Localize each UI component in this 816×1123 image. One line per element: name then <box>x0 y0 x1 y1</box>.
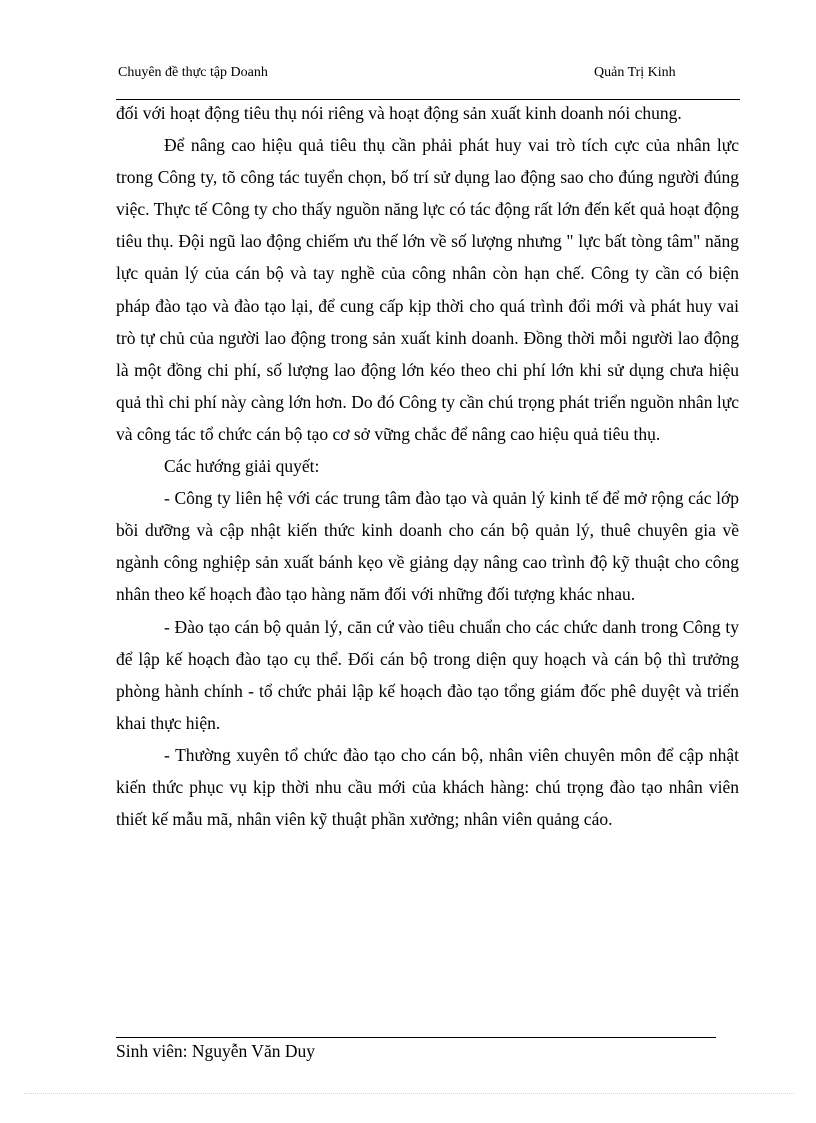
header-left-label: Chuyên đề thực tập Doanh <box>118 65 268 80</box>
paragraph-bullet: - Đào tạo cán bộ quản lý, căn cứ vào tiêu chuẩn cho các chức danh trong Công ty để lập kế hoạch đào tạo cụ thể. Đối cán bộ trong diện quy hoạch và cán bộ thì trưởng phòng hành chính - tổ chức phải lập kế hoạch đào tạo tổng giám đốc phê duyệt và triển khai thực hiện. <box>116 616 739 733</box>
paragraph-bullet: - Thường xuyên tổ chức đào tạo cho cán bộ, nhân viên chuyên môn để cập nhật kiến thức phục vụ kịp thời nhu cầu mới của khách hàng: chú trọng đào tạo nhân viên thiết kế mẫu mã, nhân viên kỹ thuật phần xưởng; nhân viên quảng cáo. <box>116 744 739 830</box>
header-right-label: Quản Trị Kinh <box>594 65 676 80</box>
footer-student-name: Sinh viên: Nguyễn Văn Duy <box>116 1041 315 1061</box>
page-bottom-border <box>24 1093 794 1094</box>
paragraph-heading: Các hướng giải quyết: <box>164 456 320 477</box>
footer-divider <box>116 1037 716 1038</box>
paragraph: Để nâng cao hiệu quả tiêu thụ cần phải phát huy vai trò tích cực của nhân lực trong Công ty, tõ công tác tuyển chọn, bố trí sử dụng lao động sao cho đúng người đúng việc. Thực tế Công ty cho thấy nguồn năng lực có tác động rất lớn đến kết quả hoạt động tiêu thụ. Đội ngũ lao động chiếm ưu thế lớn về số lượng nhưng " lực bất tòng tâm" năng lực quản lý của cán bộ và tay nghề của công nhân còn hạn chế. Công ty cần có biện pháp đào tạo và đào tạo lại, để cung cấp kịp thời cho quá trình đổi mới và phát huy vai trò tự chủ của người lao động trong sản xuất kinh doanh. Đồng thời mỗi người lao động là một đồng chi phí, số lượng lao động lớn kéo theo chi phí lớn khi sử dụng chưa hiệu quả thì chi phí này càng lớn hơn. Do đó Công ty cần chú trọng phát triển nguồn nhân lực và công tác tổ chức cán bộ tạo cơ sở vững chắc để nâng cao hiệu quả tiêu thụ. <box>116 135 739 444</box>
paragraph-bullet: - Công ty liên hệ với các trung tâm đào tạo và quản lý kinh tế để mở rộng các lớp bồi dưỡng và cập nhật kiến thức kinh doanh cho cán bộ quản lý, thuê chuyên gia về ngành công nghiệp sản xuất bánh kẹo về giảng dạy nâng cao trình độ kỹ thuật cho công nhân theo kế hoạch đào tạo hàng năm đối với những đối tượng khác nhau. <box>116 488 739 605</box>
document-body <box>116 97 739 835</box>
paragraph-continuation: đối với hoạt động tiêu thụ nói riêng và hoạt động sản xuất kinh doanh nói chung. <box>116 103 682 123</box>
